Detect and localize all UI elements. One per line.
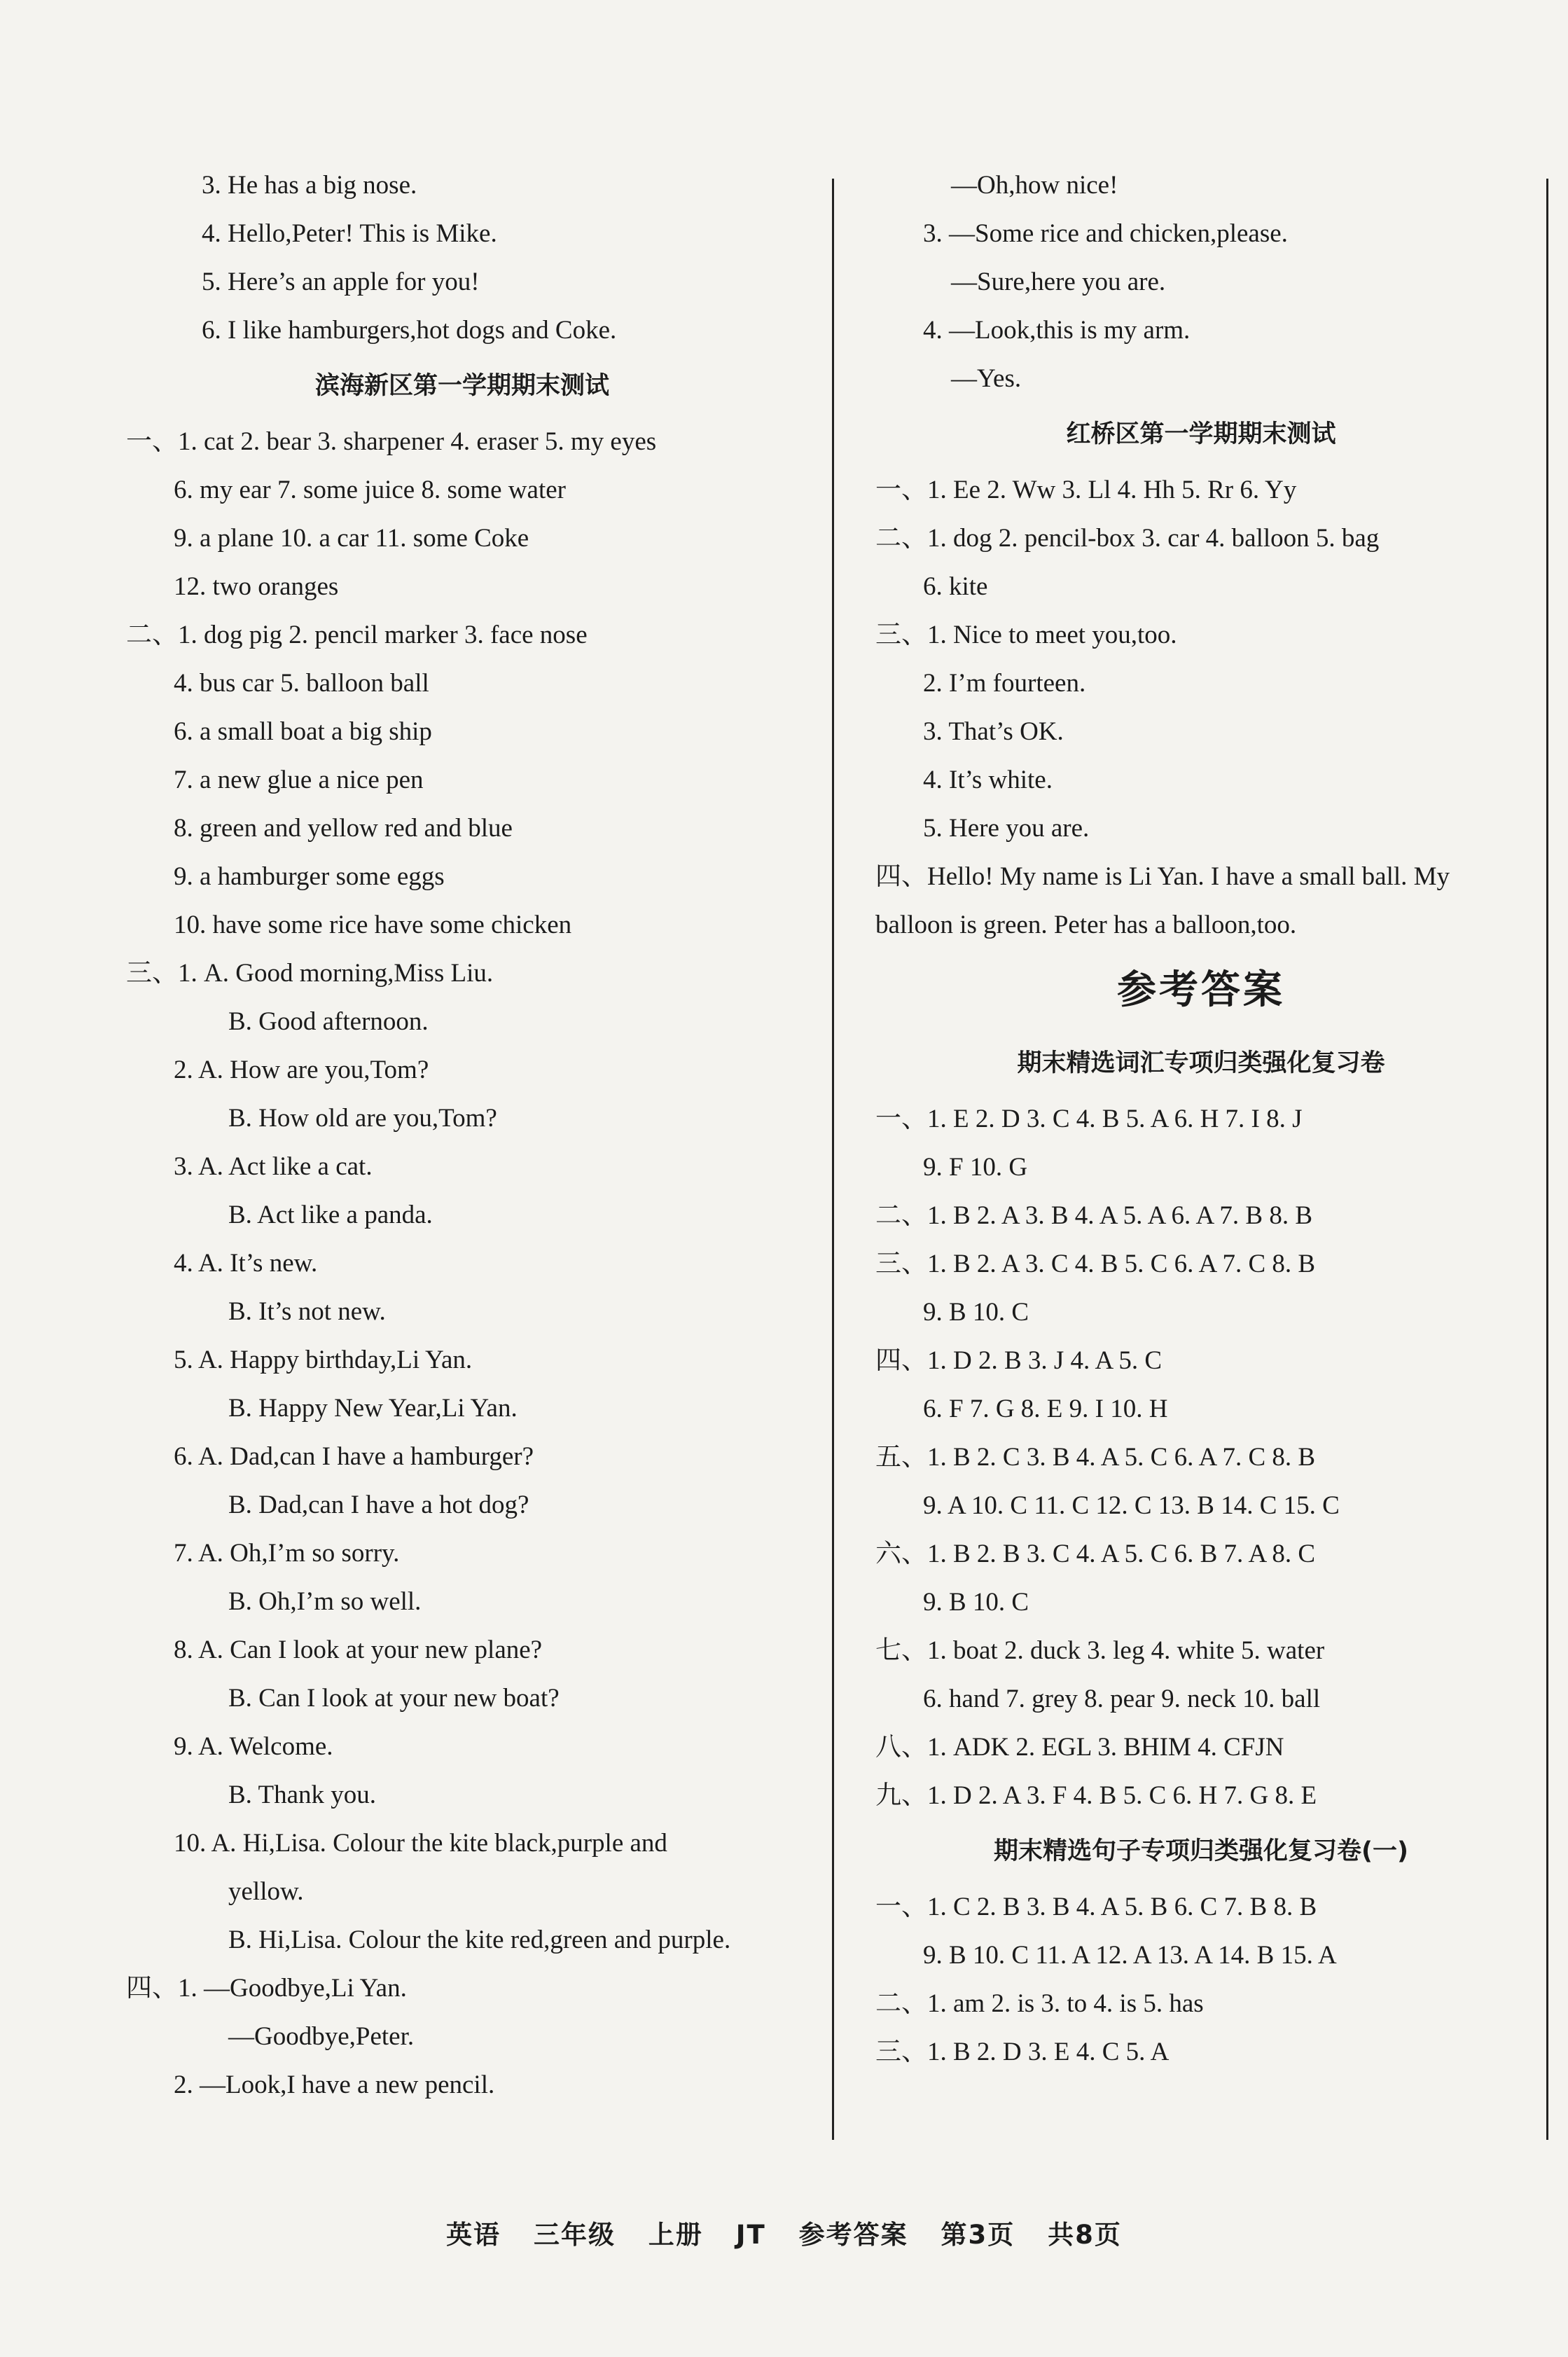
footer-edition: JT	[735, 2220, 766, 2250]
answer-line: 八、1. ADK 2. EGL 3. BHIM 4. CFJN	[875, 1733, 1284, 1762]
section-heading: 期末精选句子专项归类强化复习卷(一)	[994, 1837, 1408, 1865]
answer-paragraph: 四、Hello! My name is Li Yan. I have a small ball. My balloon is green. Peter has a balloon,too.	[875, 862, 1450, 939]
answer-line: 四、1. —Goodbye,Li Yan.	[126, 1974, 407, 2003]
answer-line: 2. I’m fourteen.	[923, 669, 1086, 698]
section-heading: 期末精选词汇专项归类强化复习卷	[1017, 1049, 1385, 1077]
answer-line: 4. bus car 5. balloon ball	[174, 669, 429, 698]
answer-line: 一、1. Ee 2. Ww 3. Ll 4. Hh 5. Rr 6. Yy	[875, 476, 1297, 504]
answer-line: B. Thank you.	[228, 1781, 377, 1809]
answer-line: 二、1. am 2. is 3. to 4. is 5. has	[875, 1989, 1204, 2018]
answer-line: 12. two oranges	[174, 572, 339, 601]
answer-key-title: 参考答案	[1117, 967, 1285, 1013]
answer-line: 3. —Some rice and chicken,please.	[923, 219, 1288, 248]
answer-line: 6. kite	[923, 572, 988, 601]
footer-subject: 英语	[446, 2220, 501, 2250]
answer-line: 3. He has a big nose.	[202, 171, 417, 200]
page-edge-line	[1546, 179, 1548, 2140]
answer-line: 九、1. D 2. A 3. F 4. B 5. C 6. H 7. G 8. E	[875, 1781, 1317, 1810]
answer-line: 三、1. Nice to meet you,too.	[875, 621, 1177, 649]
answer-line: 5. Here’s an apple for you!	[202, 268, 480, 296]
answer-line: 7. A. Oh,I’m so sorry.	[174, 1539, 400, 1568]
answer-line: 一、1. cat 2. bear 3. sharpener 4. eraser 5. my eyes	[126, 427, 657, 456]
answer-line: 六、1. B 2. B 3. C 4. A 5. C 6. B 7. A 8. C	[875, 1540, 1316, 1568]
answer-line: 四、1. D 2. B 3. J 4. A 5. C	[875, 1346, 1163, 1375]
answer-line: 4. —Look,this is my arm.	[923, 316, 1191, 345]
answer-line: 一、1. E 2. D 3. C 4. B 5. A 6. H 7. I 8. J	[875, 1105, 1303, 1133]
answer-line: B. Can I look at your new boat?	[228, 1684, 560, 1713]
answer-line: 五、1. B 2. C 3. B 4. A 5. C 6. A 7. C 8. B	[875, 1443, 1316, 1472]
footer-page-number: 第3页	[941, 2220, 1015, 2250]
left-column	[126, 161, 798, 2109]
footer-total-pages: 共8页	[1048, 2220, 1122, 2250]
answer-line: 4. Hello,Peter! This is Mike.	[202, 219, 497, 248]
right-column	[875, 161, 1527, 2076]
answer-line: —Oh,how nice!	[951, 171, 1118, 200]
answer-line: B. Good afternoon.	[228, 1007, 429, 1036]
answer-line: 5. Here you are.	[923, 814, 1090, 843]
answer-line: 10. A. Hi,Lisa. Colour the kite black,purple and	[174, 1829, 667, 1858]
answer-line: B. Dad,can I have a hot dog?	[228, 1491, 529, 1519]
footer-grade: 三年级	[533, 2220, 616, 2250]
answer-line: B. Happy New Year,Li Yan.	[228, 1394, 518, 1423]
answer-line: 9. a hamburger some eggs	[174, 862, 445, 891]
footer-label: 参考答案	[798, 2220, 908, 2250]
answer-line: 3. A. Act like a cat.	[174, 1152, 373, 1181]
answer-line: 9. a plane 10. a car 11. some Coke	[174, 524, 529, 553]
answer-line: 9. B 10. C	[923, 1298, 1029, 1327]
answer-line: —Goodbye,Peter.	[228, 2022, 415, 2051]
answer-line: 8. green and yellow red and blue	[174, 814, 513, 843]
answer-line: 二、1. dog pig 2. pencil marker 3. face nose	[126, 621, 588, 649]
answer-line: 9. A. Welcome.	[174, 1732, 333, 1761]
answer-line: 三、1. A. Good morning,Miss Liu.	[126, 959, 494, 988]
answer-line: 6. F 7. G 8. E 9. I 10. H	[923, 1395, 1168, 1423]
answer-line: B. Hi,Lisa. Colour the kite red,green and purple.	[228, 1926, 731, 1954]
answer-line: —Yes.	[951, 364, 1022, 393]
answer-line: 6. my ear 7. some juice 8. some water	[174, 476, 566, 504]
answer-line: 10. have some rice have some chicken	[174, 911, 572, 939]
section-heading: 红桥区第一学期期末测试	[1066, 420, 1336, 448]
answer-line: B. Act like a panda.	[228, 1201, 433, 1229]
answer-line: 6. A. Dad,can I have a hamburger?	[174, 1442, 534, 1471]
column-divider	[832, 179, 834, 2140]
answer-line: 9. A 10. C 11. C 12. C 13. B 14. C 15. C	[923, 1491, 1340, 1520]
section-heading: 滨海新区第一学期期末测试	[314, 372, 609, 400]
answer-line: B. Oh,I’m so well.	[228, 1587, 422, 1616]
answer-line: B. It’s not new.	[228, 1297, 386, 1326]
answer-line: 三、1. B 2. A 3. C 4. B 5. C 6. A 7. C 8. B	[875, 1250, 1316, 1278]
answer-line: 2. —Look,I have a new pencil.	[174, 2071, 495, 2099]
answer-line: 二、1. dog 2. pencil-box 3. car 4. balloon 5. bag	[875, 524, 1380, 553]
answer-line: 7. a new glue a nice pen	[174, 766, 424, 794]
answer-line: 6. hand 7. grey 8. pear 9. neck 10. ball	[923, 1685, 1321, 1713]
answer-line: yellow.	[228, 1877, 304, 1906]
answer-line: 二、1. B 2. A 3. B 4. A 5. A 6. A 7. B 8. B	[875, 1201, 1313, 1230]
answer-line: 2. A. How are you,Tom?	[174, 1056, 429, 1084]
answer-line: 一、1. C 2. B 3. B 4. A 5. B 6. C 7. B 8. B	[875, 1893, 1317, 1921]
answer-line: 4. It’s white.	[923, 766, 1053, 794]
page-footer	[0, 2213, 1568, 2251]
answer-line: 9. B 10. C	[923, 1588, 1029, 1617]
answer-line: 3. That’s OK.	[923, 717, 1064, 746]
answer-line: B. How old are you,Tom?	[228, 1104, 497, 1133]
answer-line: —Sure,here you are.	[951, 268, 1166, 296]
answer-line: 8. A. Can I look at your new plane?	[174, 1636, 543, 1664]
answer-line: 5. A. Happy birthday,Li Yan.	[174, 1346, 473, 1374]
answer-line: 9. F 10. G	[923, 1153, 1028, 1182]
answer-line: 七、1. boat 2. duck 3. leg 4. white 5. water	[875, 1636, 1325, 1665]
answer-line: 9. B 10. C 11. A 12. A 13. A 14. B 15. A	[923, 1941, 1337, 1970]
footer-volume: 上册	[648, 2220, 703, 2250]
answer-line: 6. I like hamburgers,hot dogs and Coke.	[202, 316, 617, 345]
answer-line: 6. a small boat a big ship	[174, 717, 432, 746]
answer-line: 4. A. It’s new.	[174, 1249, 318, 1278]
answer-line: 三、1. B 2. D 3. E 4. C 5. A	[875, 2038, 1170, 2066]
